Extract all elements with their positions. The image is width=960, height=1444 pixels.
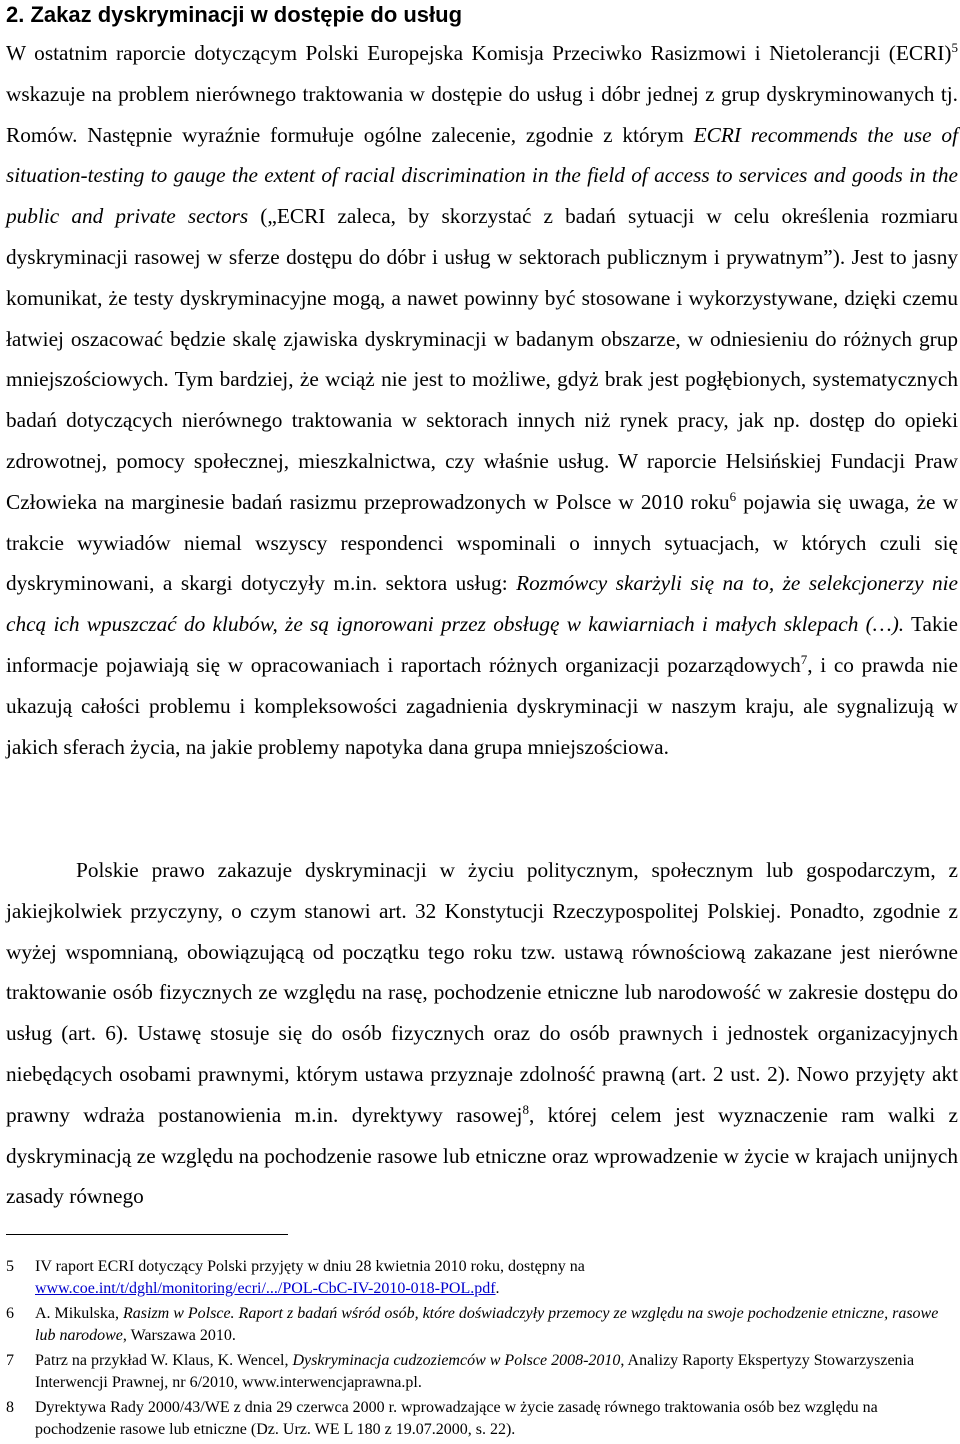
footnote-text: IV raport ECRI dotyczący Polski przyjęty w dniu 28 kwietnia 2010 roku, dostępny na [35,1258,585,1275]
footnote-number: 8 [6,1399,14,1416]
para1-text-5: Takie informacje pojawiają się w opracowaniach i raportach różnych organizacji pozarządowych [6,612,958,677]
para1-text-1: W ostatnim raporcie dotyczącym Polski Europejska Komisja Przeciwko Rasizmowi i Nietolerancji (ECRI) [6,41,952,65]
footnote-ref-7[interactable]: 7 [800,651,808,667]
paragraph-1 [6,33,958,767]
footnote-7 [6,1350,958,1394]
footnote-6 [6,1303,958,1347]
footnotes [6,1256,958,1444]
footnote-ref-6[interactable]: 6 [729,488,737,504]
footnote-author: Patrz na przykład W. Klaus, K. Wencel, [35,1352,293,1369]
para2-text-1: Polskie prawo zakazuje dyskryminacji w życiu politycznym, społecznym lub gospodarczym, z jakiejkolwiek przyczyny, o czym stanowi art. 32 Konstytucji Rzeczypospolitej Polskiej. Ponadto, zgodnie z wyżej wspomnianą, obowiązującą od początku tego roku tzw. ustawą równościową zakazane jest nierówne traktowanie osób fizycznych ze względu na rasę, pochodzenie etniczne lub narodowość w zakresie dostępu do usług (art. 6). Ustawę stosuje się do osób fizycznych oraz do osób prawnych i jednostek organizacyjnych niebędących osobami prawnymi, którym ustawa przyznaje zdolność prawną (art. 2 ust. 2). Nowo przyjęty akt prawny wdraża postanowienia m.in. dyrektywy rasowej [6,858,958,1127]
footnote-title: Dyskryminacja cudzoziemców w Polsce 2008-2010 [292,1352,621,1369]
footnote-5 [6,1256,958,1300]
para2-text-2: , której celem jest wyznaczenie ram walki z dyskryminacją ze względu na pochodzenie rasowe lub etniczne oraz wprowadzenie w życie w krajach unijnych zasady równego [6,1102,958,1209]
para1-text-6: , i co prawda nie ukazują całości problemu i kompleksowości zagadnienia dyskryminacji w naszym kraju, ale sygnalizują w jakich sferach życia, na jakie problemy napotyka dana grupa mniejszościowa. [6,652,958,759]
footnote-text: Dyrektywa Rady 2000/43/WE z dnia 29 czerwca 2000 r. wprowadzające w życie zasadę równego traktowania osób bez względu na pochodzenie rasowe lub etniczne (Dz. Urz. WE L 180 z 19.07.2000, s. 22). [35,1399,878,1438]
footnote-text-end: . [495,1280,500,1297]
footnote-text-end: , Warszawa 2010. [122,1327,236,1344]
section-heading: 2. Zakaz dyskryminacji w dostępie do usług [6,2,463,27]
footnote-ref-8[interactable]: 8 [522,1101,529,1117]
respondents-quote: Rozmówcy skarżyli się na to, że selekcjonerzy nie chcą ich wpuszczać do klubów, że są ignorowani przez obsługę w kawiarniach i małych sklepach (…). [6,571,959,637]
para1-text-3: („ECRI zaleca, by skorzystać z badań sytuacji w celu określenia rozmiaru dyskryminacji rasowej w sferze dostępu do dóbr i usług w sektorach publicznym i prywatnym”). Jest to jasny komunikat, że testy dyskryminacyjne mogą, a nawet powinny być stosowane i wykorzystywane, dzięki czemu łatwiej oszacować będzie skalę zjawiska dyskryminacji w badanym obszarze, w odniesieniu do różnych grup mniejszościowych. Tym bardziej, że wciąż nie jest to możliwe, gdyż brak jest pogłębionych, systematycznych badań dotyczących nierównego traktowania w sektorach innych niż rynek pracy, jak np. dostęp do opieki zdrowotnej, pomocy społecznej, mieszkalnictwa, czy właśnie usług. W raporcie Helsińskiej Fundacji Praw Człowieka na marginesie badań rasizmu przeprowadzonych w Polsce w 2010 roku [6,204,958,514]
footnote-8 [6,1397,958,1441]
footnote-text-end: , Analizy Raporty Ekspertyzy Stowarzyszenia Interwencji Prawnej, nr 6/2010, www.interwencjaprawna.pl. [35,1352,915,1391]
footnote-number: 6 [6,1305,14,1322]
ecri-recommendation-quote: ECRI recommends the use of situation-testing to gauge the extent of racial discrimination in the field of access to services and goods in the public and private sectors [6,122,958,229]
para1-text-4: pojawia się uwaga, że w trakcie wywiadów niemal wszyscy respondenci wspominali o innych sytuacjach, w których czuli się dyskryminowani, a skargi dotyczyły m.in. sektora usług: [6,489,958,596]
footnote-link[interactable]: www.coe.int/t/dghl/monitoring/ecri/.../POL-CbC-IV-2010-018-POL.pdf [35,1280,496,1297]
footnote-number: 5 [6,1258,14,1275]
footnote-separator [6,1234,288,1235]
paragraph-2 [6,850,958,1217]
footnote-number: 7 [6,1352,14,1369]
footnote-author: A. Mikulska, [35,1305,123,1322]
footnote-title: Rasizm w Polsce. Raport z badań wśród osób, które doświadczyły przemocy ze względu na swoje pochodzenie etniczne, rasowe lub narodowe [35,1305,939,1344]
footnote-ref-5[interactable]: 5 [951,39,958,55]
para1-text-2: wskazuje na problem nierównego traktowania w dostępie do usług i dóbr jednej z grup dyskryminowanych tj. Romów. Następnie wyraźnie formułuje ogólne zalecenie, zgodnie z którym [6,81,958,147]
